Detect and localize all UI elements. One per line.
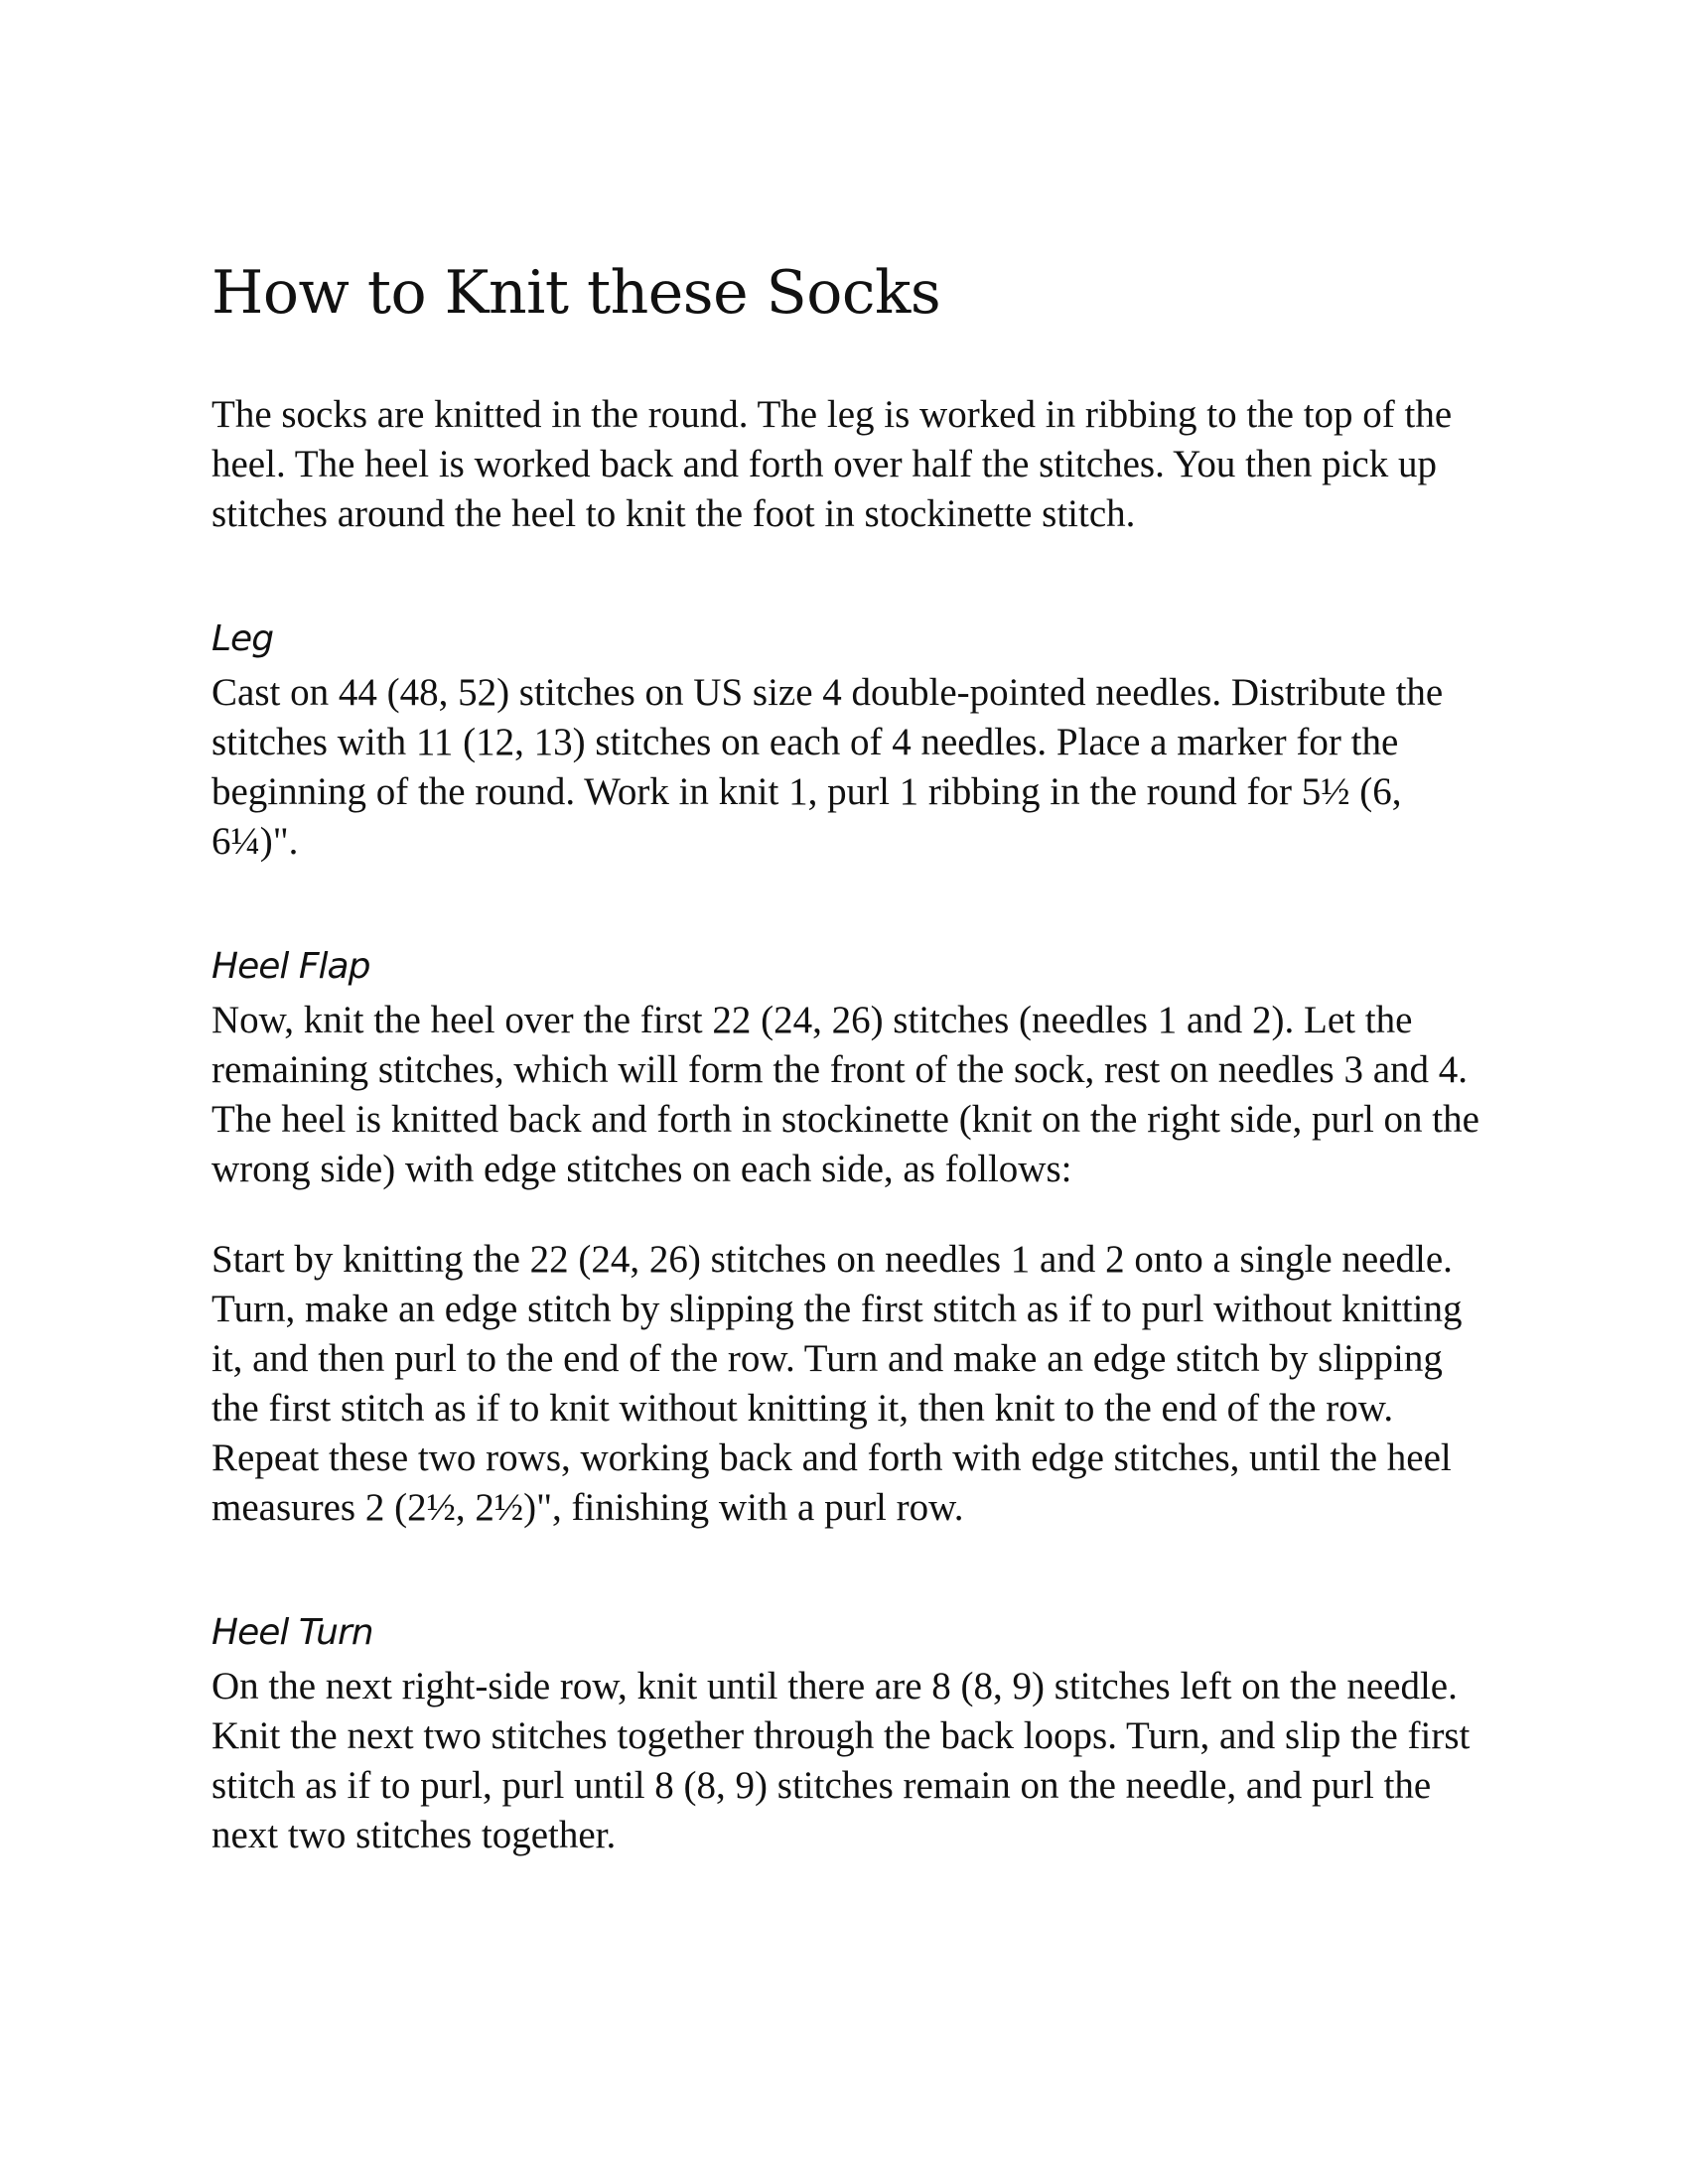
page-title: How to Knit these Socks [211, 258, 941, 328]
section-heading-leg: Leg [211, 618, 274, 659]
document-page [211, 253, 1492, 1860]
leg-paragraph: Cast on 44 (48, 52) stitches on US size 4 double-pointed needles. Distribute the stitches with 11 (12, 13) stitches on each of 4 needles. Place a marker for the beginning of the round. Work in knit 1, purl 1 ribbing in the round for 5½ (6, 6¼)". [211, 671, 1444, 863]
intro-paragraph: The socks are knitted in the round. The leg is worked in ribbing to the top of the heel. The heel is worked back and forth over half the stitches. You then pick up stitches around the heel to knit the foot in stockinette stitch. [211, 393, 1453, 535]
heel-turn-paragraph: On the next right-side row, knit until there are 8 (8, 9) stitches left on the needle. Knit the next two stitches together through the back loops. Turn, and slip the first stitch as if to purl, purl until 8 (8, 9) stitches remain on the needle, and purl the next two stitches together. [211, 1665, 1471, 1856]
section-heading-heel-flap: Heel Flap [211, 946, 370, 987]
section-heel-flap [211, 940, 1492, 1533]
heel-flap-paragraph-1: Now, knit the heel over the first 22 (24, 26) stitches (needles 1 and 2). Let the remaining stitches, which will form the front of the sock, rest on needles 3 and 4. The heel is knitted back and forth in stockinette (knit on the right side, purl on the wrong side) with edge stitches on each side, as follows: [211, 999, 1479, 1190]
section-heading-heel-turn: Heel Turn [211, 1612, 373, 1653]
heel-flap-paragraph-2: Start by knitting the 22 (24, 26) stitches on needles 1 and 2 onto a single needle. Turn, make an edge stitch by slipping the first stitch as if to purl without knitting it, and then purl to the end of the row. Turn and make an edge stitch by slipping the first stitch as if to knit without knitting it, then knit to the end of the row. Repeat these two rows, working back and forth with edge stitches, until the heel measures 2 (2½, 2½)", finishing with a purl row. [211, 1238, 1463, 1529]
section-heel-turn [211, 1606, 1492, 1860]
section-leg [211, 613, 1492, 867]
